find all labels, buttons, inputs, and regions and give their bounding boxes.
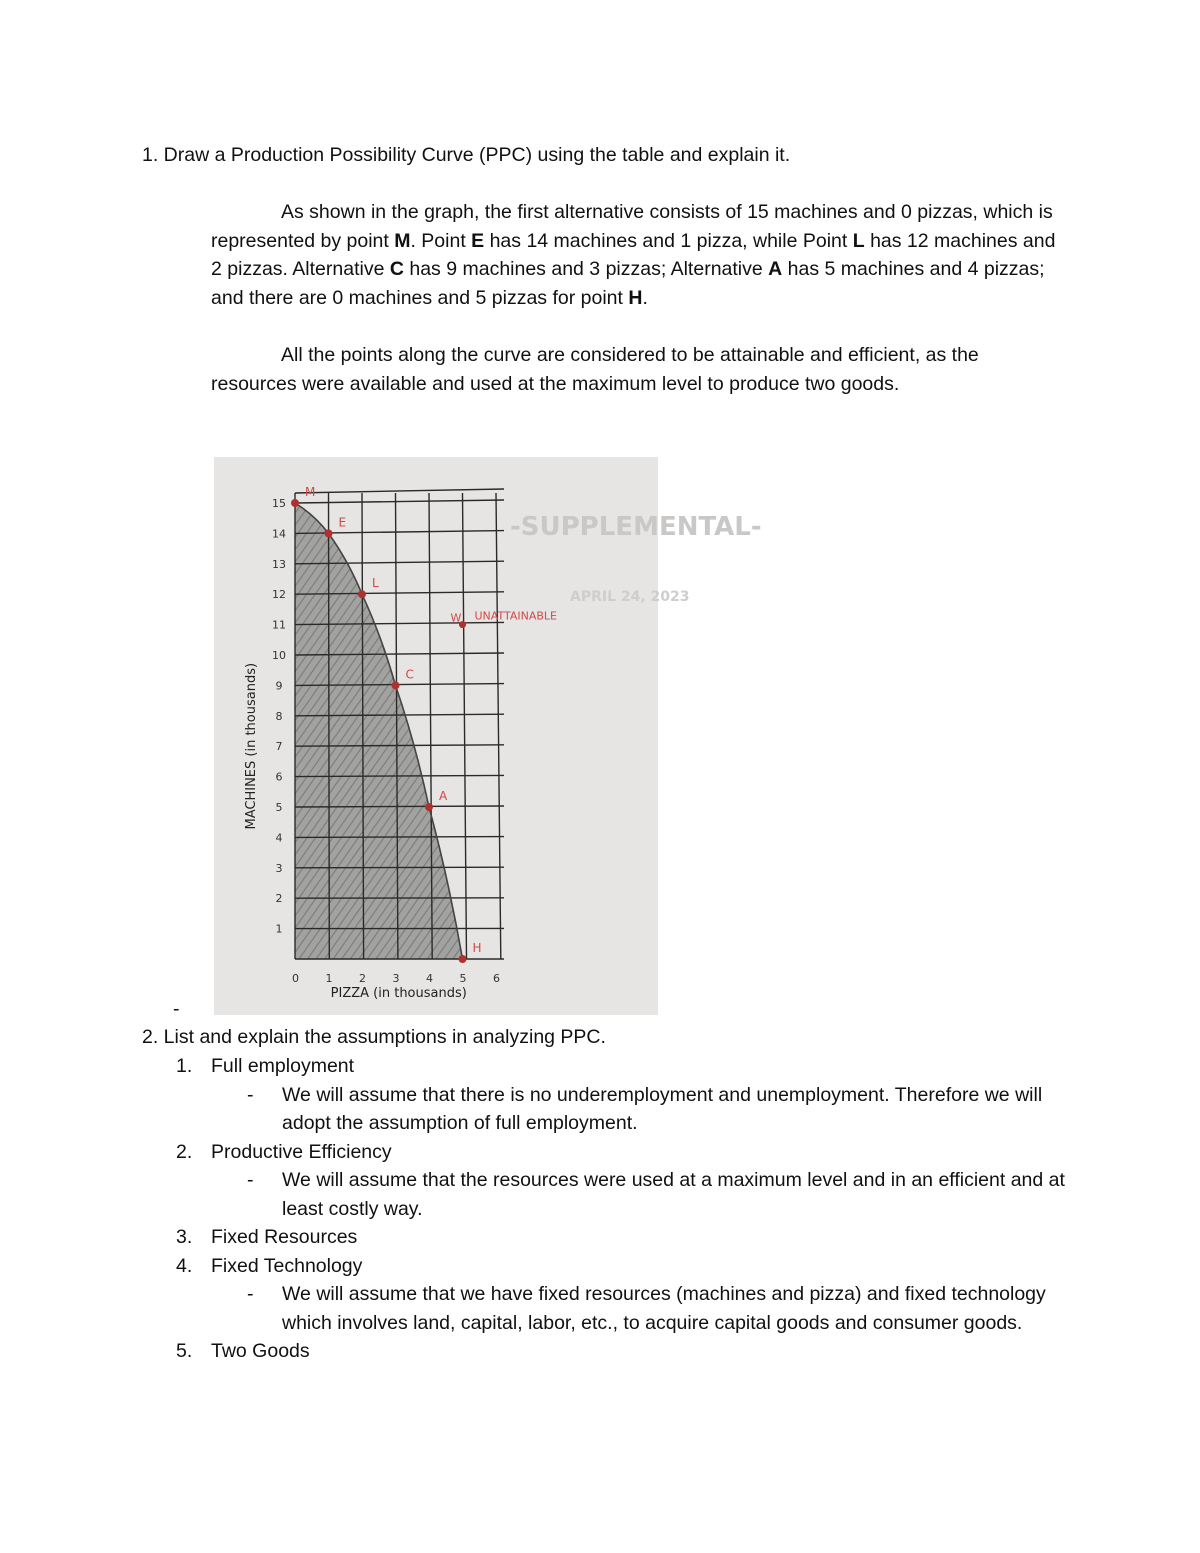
ppc-point-label: L [372, 576, 379, 591]
y-tick-label: 10 [272, 649, 286, 662]
list-item-number: 1. [176, 1055, 193, 1077]
y-tick-label: 5 [275, 801, 283, 814]
point-letter: C [389, 258, 404, 280]
grid-line-horizontal [295, 867, 504, 868]
list-item-number: 5. [176, 1340, 193, 1362]
stray-dash: - [173, 998, 180, 1020]
y-tick-label: 1 [275, 922, 283, 936]
detail-dash: - [247, 1083, 254, 1106]
unattainable-point-label: W [450, 611, 462, 625]
list-item-number: 2. [176, 1140, 193, 1163]
list-item [0, 1052, 1200, 1081]
y-tick-label: 4 [275, 831, 283, 845]
ppc-shaded-area [295, 503, 463, 959]
x-tick-label: 6 [493, 972, 500, 985]
ppc-point-h [459, 955, 467, 963]
ppc-point-c [392, 681, 400, 689]
detail-text: We will assume that we have fixed resources (machines and pizza) and fixed technology which involves land, capital, labor, etc., to acquire capital goods and consumer goods. [282, 1283, 1046, 1334]
list-item-detail [0, 1166, 1200, 1223]
y-tick-label: 11 [272, 618, 286, 632]
ppc-point-label: E [338, 515, 347, 530]
x-tick-label: 2 [359, 972, 366, 985]
ppc-point-label: C [405, 667, 414, 682]
explanation-paragraph-1 [211, 198, 1067, 312]
grid-line-top [295, 489, 504, 493]
y-tick-label: 7 [275, 740, 283, 754]
list-item [0, 1138, 1200, 1167]
point-letter: A [768, 258, 783, 280]
detail-text: We will assume that there is no underemployment and unemployment. Therefore we will adopt the assumption of full employment. [282, 1083, 1043, 1134]
x-tick-label: 5 [459, 972, 467, 985]
list-item-number: 3. [176, 1226, 193, 1248]
paragraph-text: has 5 machines and 4 pizzas; and there are 0 machines and 5 pizzas for point [211, 258, 1045, 309]
paragraph-text: . [642, 286, 648, 309]
grid-line-vertical [496, 493, 501, 959]
question-2-title: 2. List and explain the assumptions in analyzing PPC. [142, 1026, 606, 1048]
background-heading: -SUPPLEMENTAL- [510, 512, 762, 542]
list-item-label: Fixed Technology [211, 1254, 363, 1277]
y-tick-label: 9 [275, 679, 283, 693]
question-1-title: 1. Draw a Production Possibility Curve (PPC) using the table and explain it. [142, 144, 791, 166]
list-item-label: Full employment [211, 1055, 355, 1077]
list-item-label: Productive Efficiency [211, 1140, 392, 1163]
ppc-point-e [325, 529, 333, 537]
y-tick-label: 15 [272, 497, 286, 510]
x-tick-label: 3 [392, 972, 400, 985]
list-item [0, 1252, 1200, 1281]
x-tick-label: 0 [292, 972, 299, 985]
paragraph-text: As shown in the graph, the first alternative consists of 15 machines and 0 pizzas, which is represented by point [211, 201, 1053, 252]
y-tick-label: 12 [272, 588, 286, 602]
y-tick-label: 14 [272, 527, 286, 541]
assumptions-list [0, 1052, 1200, 1366]
point-letter: E [471, 229, 485, 252]
ppc-graph-photo [214, 457, 762, 1015]
paragraph-text: has 12 machines and 2 pizzas. Alternative [211, 229, 1056, 280]
grid-line-horizontal [295, 806, 504, 807]
y-tick-label: 6 [275, 770, 283, 784]
x-tick-label: 1 [325, 972, 333, 985]
paragraph-text: has 14 machines and 1 pizza, while Point [484, 229, 853, 252]
list-item-label: Fixed Resources [211, 1226, 358, 1248]
ppc-chart [214, 457, 762, 1015]
list-item-number: 4. [176, 1254, 193, 1277]
y-tick-label: 3 [275, 861, 283, 875]
detail-dash: - [247, 1169, 254, 1191]
y-tick-label: 8 [275, 709, 283, 723]
detail-text: We will assume that the resources were used at a maximum level and in an efficient and at least costly way. [282, 1169, 1065, 1220]
paragraph-text: . Point [410, 229, 472, 252]
y-tick-label: 2 [275, 892, 283, 906]
unattainable-note: UNATTAINABLE [474, 609, 557, 623]
ppc-point-a [425, 803, 433, 811]
ppc-point-label: M [305, 485, 316, 499]
ppc-point-l [358, 590, 366, 598]
explanation-paragraph-2 [211, 341, 1067, 398]
y-tick-label: 13 [272, 557, 286, 571]
grid-line-horizontal [295, 837, 504, 838]
point-letter: H [628, 286, 643, 309]
ppc-point-m [291, 499, 299, 507]
list-item [0, 1223, 1200, 1252]
y-axis-label: MACHINES (in thousands) [244, 662, 259, 830]
background-date: APRIL 24, 2023 [570, 589, 690, 605]
list-item [0, 1337, 1200, 1366]
ppc-point-label: A [439, 789, 448, 803]
grid-line-vertical [463, 493, 467, 959]
ppc-point-label: H [472, 941, 482, 955]
explanation-paragraph-2-text: All the points along the curve are considered to be attainable and efficient, as the resources were available and used at the maximum level to produce two goods. [211, 344, 979, 395]
paragraph-text: has 9 machines and 3 pizzas; Alternative [403, 258, 769, 280]
list-item-detail [0, 1280, 1200, 1337]
list-item-detail [0, 1081, 1200, 1138]
x-axis-label: PIZZA (in thousands) [330, 986, 467, 1001]
x-tick-label: 4 [426, 972, 433, 985]
point-letter: M [394, 229, 411, 252]
list-item-label: Two Goods [211, 1340, 310, 1362]
point-letter: L [852, 229, 865, 252]
detail-dash: - [247, 1283, 254, 1305]
grid-line-horizontal [295, 500, 504, 503]
